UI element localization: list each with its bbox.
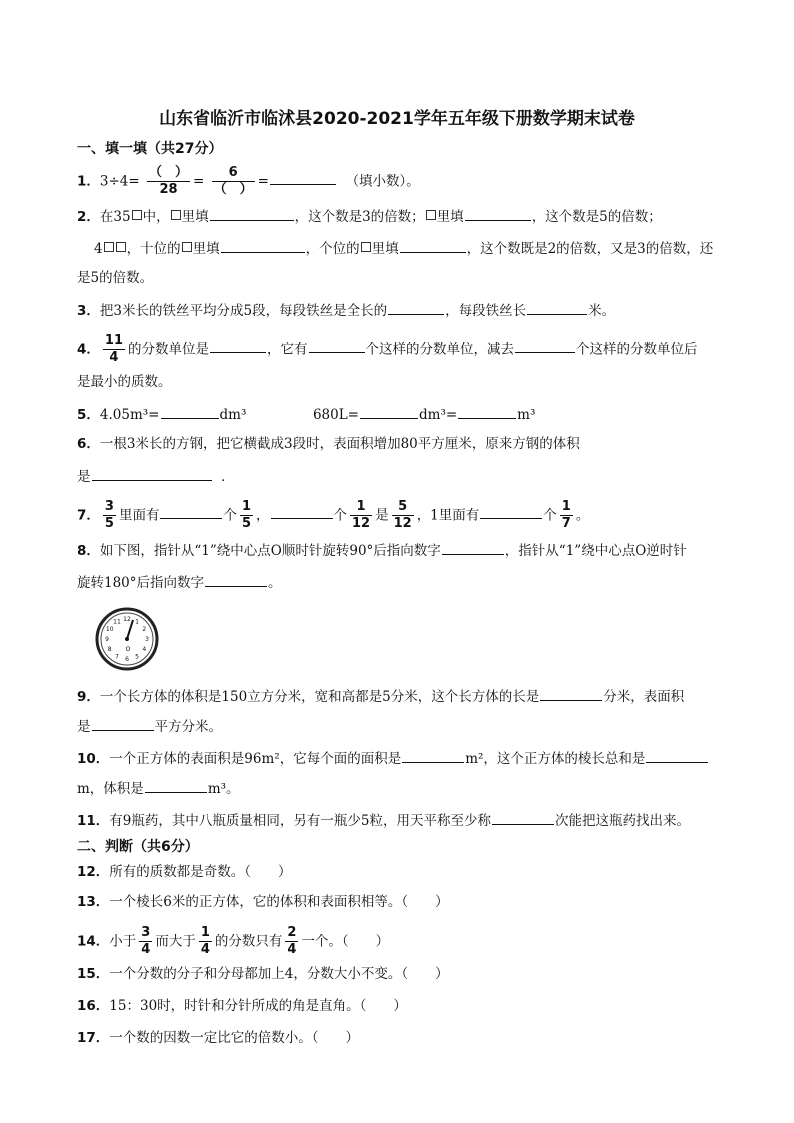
clock-number: 9 [105,636,109,643]
question-13: 13．一个棱长6米的正方体，它的体积和表面积相等。（ ） [77,894,449,910]
answer-blank[interactable] [145,778,207,793]
fraction: $\frac{1}{4}$ [200,925,210,958]
question-10-line2: m，体积是 m³。 [77,778,240,799]
question-10: 10．一个正方体的表面积是96m²，它每个面的面积是 m²，这个正方体的棱长总和是 [77,748,709,769]
answer-blank[interactable] [646,748,708,763]
digit-box [104,242,114,252]
question-2: 2．在35 中， 里填 ，这个数是3的倍数； 里填 ，这个数是5的倍数； [77,206,662,227]
question-9-line2: 是 平方分米。 [77,716,222,737]
fraction: $\frac{1}{12}$ [352,499,371,532]
answer-blank[interactable] [480,504,542,519]
answer-blank[interactable] [402,748,464,763]
clock-number: 3 [145,636,149,643]
digit-box [171,210,181,220]
section-heading-fill: 一、填一填（共27分） [77,141,223,157]
question-8: 8．如下图，指针从“1”绕中心点O顺时针旋转90°后指向数字 ，指针从“1”绕中心点O逆时针 [77,540,687,561]
answer-blank[interactable] [458,404,516,419]
answer-blank[interactable] [161,404,219,419]
question-15: 15．一个分数的分子和分母都加上4，分数大小不变。（ ） [77,966,449,982]
fraction: $\frac{1}{7}$ [561,499,571,532]
answer-blank[interactable] [92,716,154,731]
question-16: 16．15：30时，时针和分针所成的角是直角。（ ） [77,998,407,1014]
answer-blank[interactable] [205,572,267,587]
answer-blank[interactable] [210,338,266,353]
fraction: $\frac{2}{4}$ [287,925,297,958]
question-1: 1．3÷4= $\frac{( )}{28}$ = $\frac{6}{( )}$ = （填小数）。 [77,165,420,198]
fraction: $\frac{6}{( )}$ [213,165,253,198]
fraction: $\frac{1}{5}$ [241,499,251,532]
answer-blank[interactable] [527,300,587,315]
clock-number: 5 [135,653,139,661]
fraction: $\frac{3}{5}$ [104,499,114,532]
answer-blank[interactable] [492,810,554,825]
answer-blank[interactable] [92,466,212,481]
fraction: $\frac{( )}{28}$ [149,165,189,198]
question-4-line2: 是最小的质数。 [77,374,172,390]
question-3: 3．把3米长的铁丝平均分成5段，每段铁丝是全长的 ，每段铁丝长 米。 [77,300,615,321]
digit-box [132,210,142,220]
clock-number: 10 [105,626,114,633]
digit-box [361,242,371,252]
question-11: 11．有9瓶药，其中八瓶质量相同，另有一瓶少5粒，用天平称至少称 次能把这瓶药找出来。 [77,810,690,831]
answer-blank[interactable] [221,238,305,253]
question-17: 17．一个数的因数一定比它的倍数小。（ ） [77,1030,360,1046]
answer-blank[interactable] [270,170,336,185]
answer-blank[interactable] [360,404,418,419]
fraction: $\frac{3}{4}$ [141,925,151,958]
answer-blank[interactable] [442,540,504,555]
fraction: $\frac{5}{12}$ [393,499,412,532]
question-9: 9．一个长方体的体积是150立方分米，宽和高都是5分米，这个长方体的长是 分米，表面积 [77,686,684,707]
page-title: 山东省临沂市临沭县2020-2021学年五年级下册数学期末试卷 [159,109,635,129]
clock-number: 6 [125,656,129,663]
clock-number: 12 [123,616,131,623]
digit-box [116,242,126,252]
answer-blank[interactable] [160,504,222,519]
fraction: $\frac{11}{4}$ [104,333,123,366]
question-12: 12．所有的质数都是奇数。（ ） [77,864,292,880]
clock-icon [95,607,159,671]
clock-center-label: O [125,646,131,653]
clock-number: 11 [113,618,121,626]
clock-number: 1 [135,618,139,626]
answer-blank[interactable] [540,686,602,701]
question-8-line2: 旋转180°后指向数字 。 [77,572,282,593]
answer-blank[interactable] [309,338,365,353]
answer-blank[interactable] [400,238,466,253]
question-6-line2: 是 ． [77,466,235,487]
question-4: 4． $\frac{11}{4}$ 的分数单位是 ，它有 个这样的分数单位，减去 个这样的分数单位后 [77,333,698,366]
digit-box [182,242,192,252]
question-14: 14．小于 $\frac{3}{4}$ 而大于 $\frac{1}{4}$ 的分数只有 $\frac{2}{4}$ 一个。（ ） [77,925,390,958]
clock-number: 7 [115,653,119,661]
answer-blank[interactable] [271,504,333,519]
answer-blank[interactable] [515,338,575,353]
answer-blank[interactable] [465,206,531,221]
answer-blank[interactable] [388,300,444,315]
answer-blank[interactable] [210,206,294,221]
question-6: 6．一根3米长的方钢，把它横截成3段时，表面积增加80平方厘米，原来方钢的体积 [77,436,580,452]
question-5: 5．4.05m³= dm³ 680L= dm³= m³ [77,404,535,425]
clock-number: 8 [107,646,112,653]
question-2-line2: 4 ，十位的 里填 ，个位的 里填 ，这个数既是2的倍数，又是3的倍数，还 [94,238,713,259]
section-heading-judge: 二、判断（共6分） [77,839,199,855]
clock-number: 2 [142,626,147,633]
clock-number: 4 [142,646,147,653]
digit-box [426,210,436,220]
question-2-line3: 是5的倍数。 [77,270,154,286]
question-7: 7． $\frac{3}{5}$ 里面有 个 $\frac{1}{5}$ ， 个 $\frac{1}{12}$ 是 $\frac{5}{12}$ ，1里面有 个 $\frac{1}{7}$ 。 [77,499,590,532]
